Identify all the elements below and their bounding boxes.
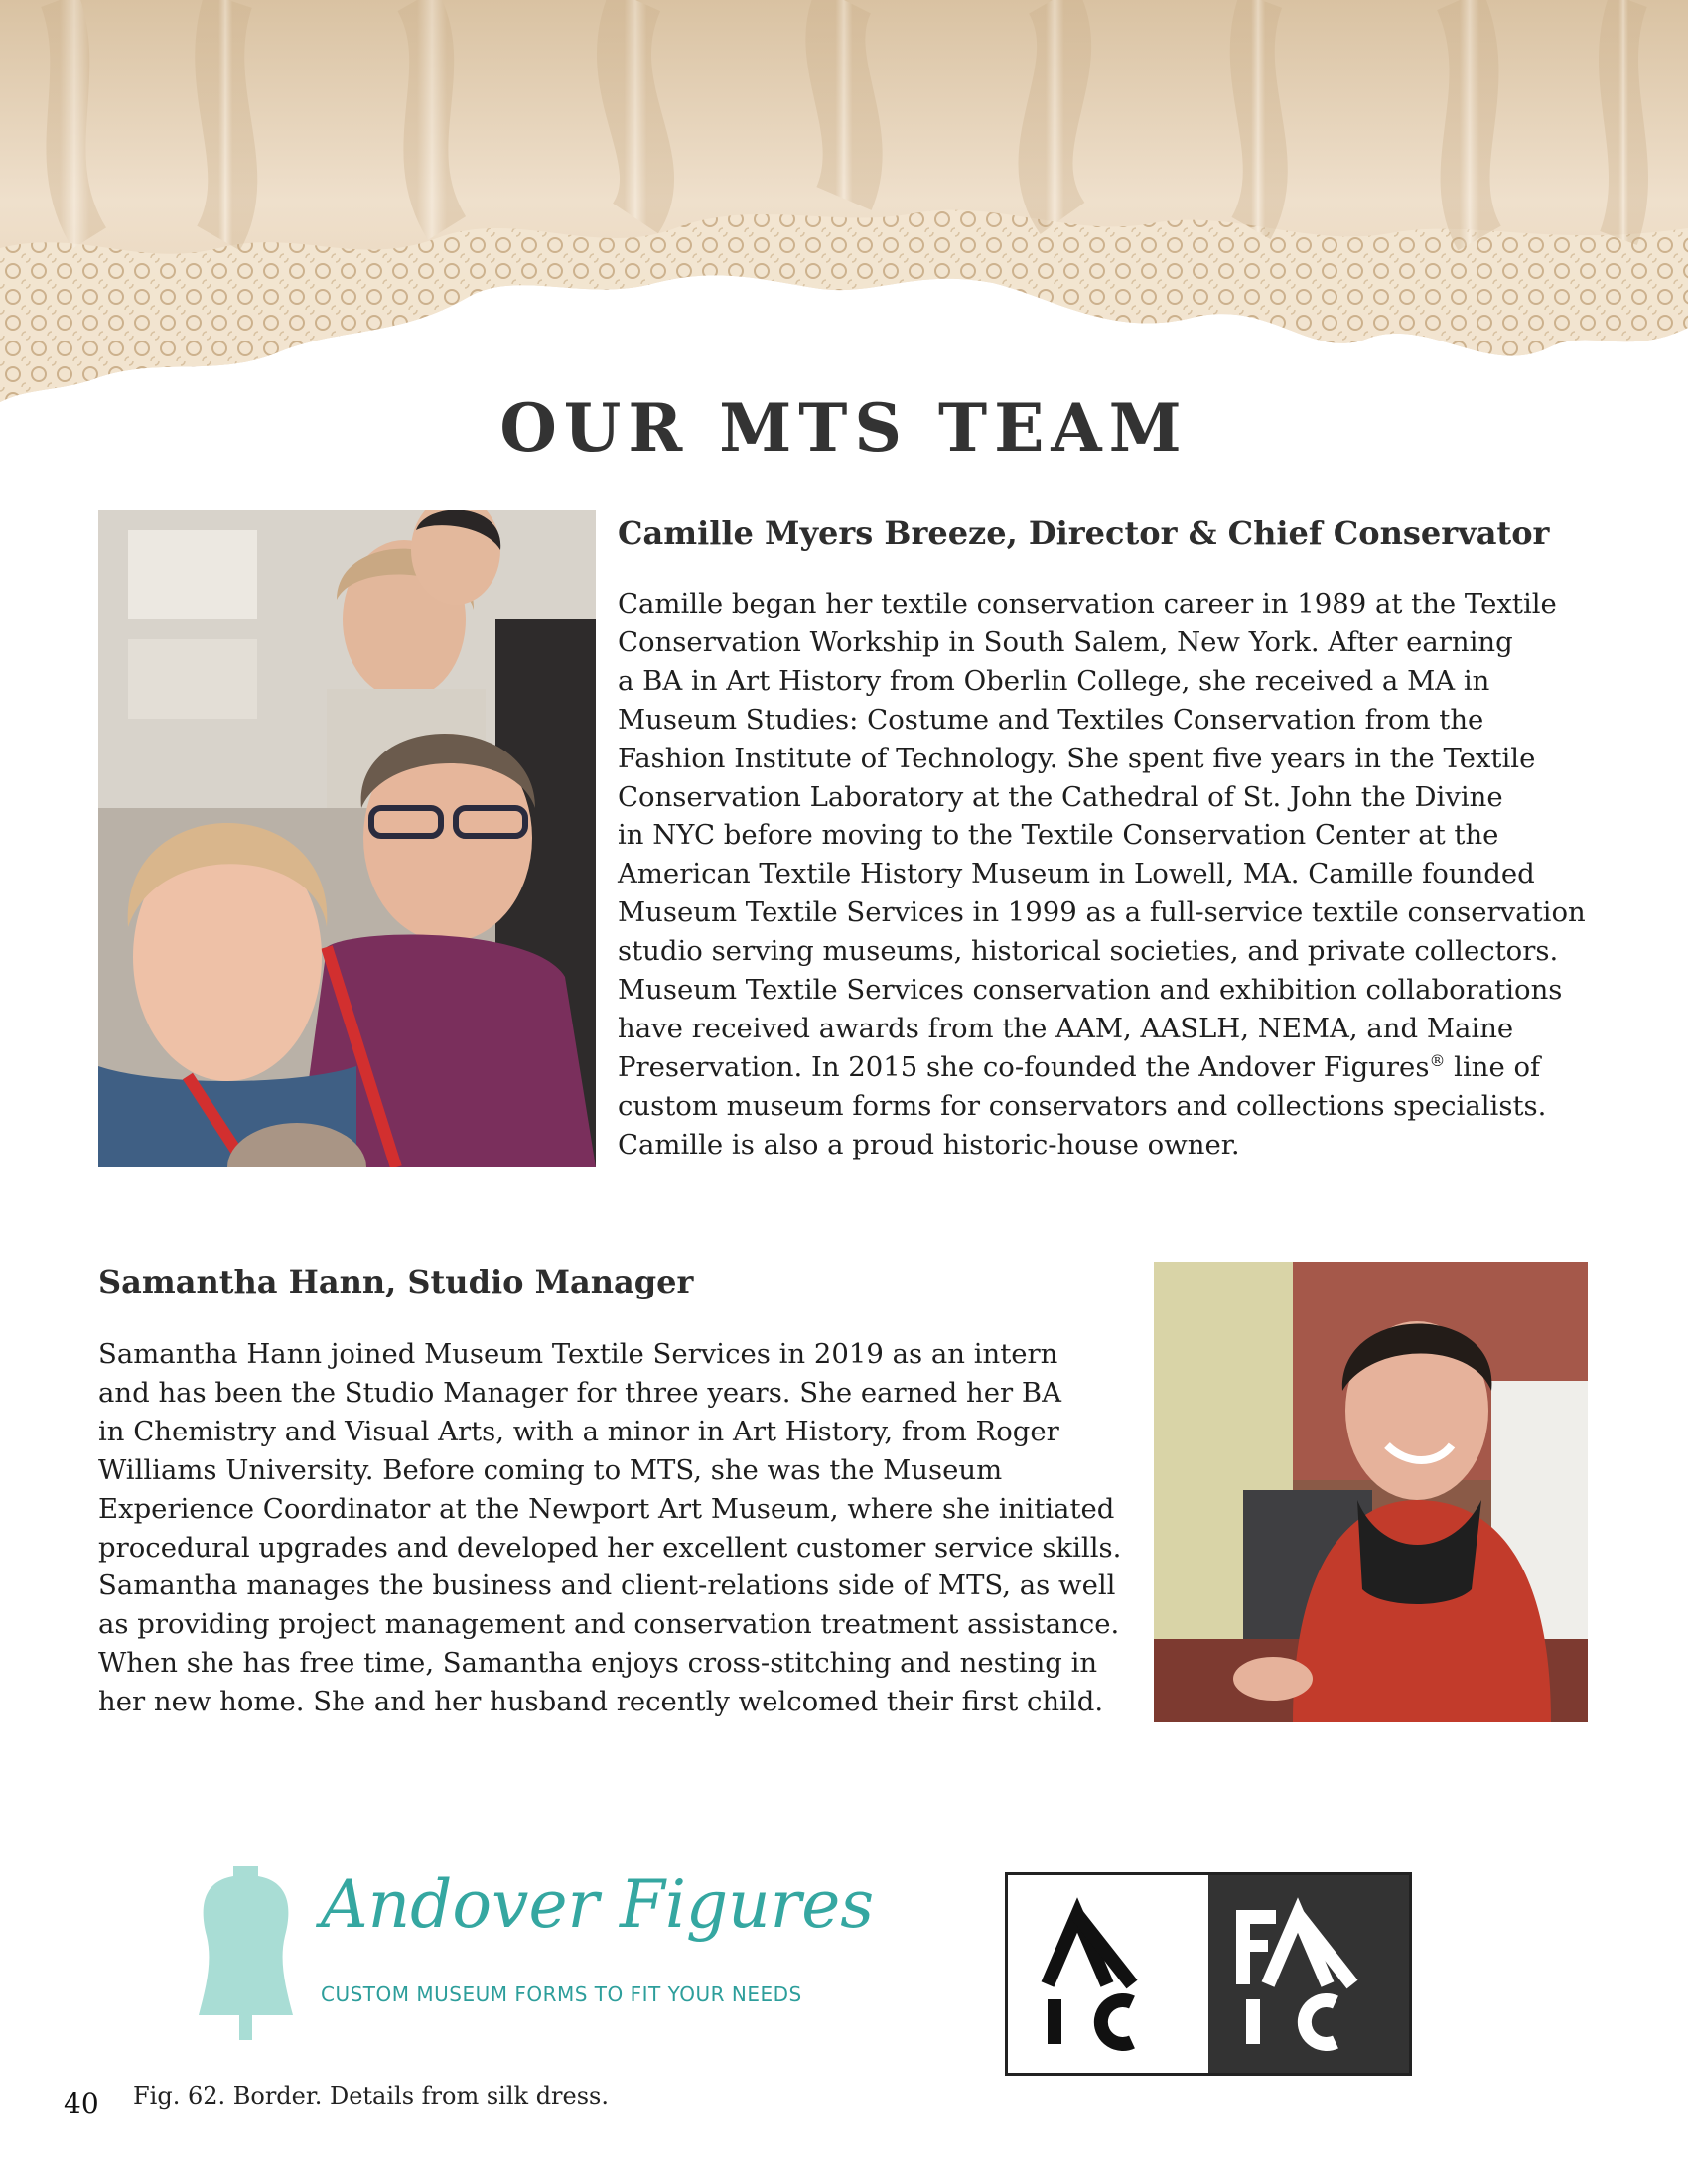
figure-caption: Fig. 62. Border. Details from silk dress. (133, 2082, 609, 2110)
member-name-samantha: Samantha Hann, Studio Manager (98, 1263, 694, 1300)
page-title: OUR MTS TEAM (499, 389, 1189, 467)
page-number: 40 (64, 2087, 99, 2119)
aic-faic-logo (1005, 1872, 1412, 2076)
registered-mark: ® (1429, 1050, 1446, 1070)
camille-team-photo (98, 510, 596, 1167)
samantha-portrait-photo (1154, 1262, 1588, 1722)
andover-figures-logo (194, 1866, 875, 2040)
andover-figures-tagline: CUSTOM MUSEUM FORMS TO FIT YOUR NEEDS (321, 1982, 802, 2006)
andover-figures-name: Andover Figures (321, 1866, 875, 1943)
member-bio-camille: Camille began her textile conservation career in 1989 at the Textile Conservation Workship in South Salem, New York. After earning a BA in Art History from Oberlin College, she received a MA in Museum Studies: Costume and Textiles Conservation from the Fashion Institute of Technology. She spent five years in the Textile Conservation Laboratory at the Cathedral of St. John the Divine in NYC before moving to the Textile Conservation Center at the American Textile History Museum in Lowell, MA. Camille founded Museum Textile Services in 1999 as a full-service textile conservation studio serving museums, historical societies, and private collectors. Museum Textile Services conservation and exhibition collaborations have received awards from the AAM, AASLH, NEMA, and Maine Preservation. In 2015 she co-founded the Andover Figures® line of custom museum forms for conservators and collections specialists. Camille is also a proud historic-house owner. (618, 588, 1586, 1160)
member-bio-samantha: Samantha Hann joined Museum Textile Services in 2019 as an intern and has been the Studio Manager for three years. She earned her BA in Chemistry and Visual Arts, with a minor in Art History, from Roger Williams University. Before coming to MTS, she was the Museum Experience Coordinator at the Newport Art Museum, where she initiated procedural upgrades and developed her excellent customer service skills. Samantha manages the business and client-relations side of MTS, as well as providing project management and conservation treatment assistance. When she has free time, Samantha enjoys cross-stitching and nesting in her new home. She and her husband recently welcomed their first child. (98, 1338, 1122, 1718)
member-name-camille: Camille Myers Breeze, Director & Chief Conservator (618, 514, 1550, 552)
dress-form-icon (194, 1866, 298, 2040)
silk-dress-border-image (0, 0, 1688, 427)
